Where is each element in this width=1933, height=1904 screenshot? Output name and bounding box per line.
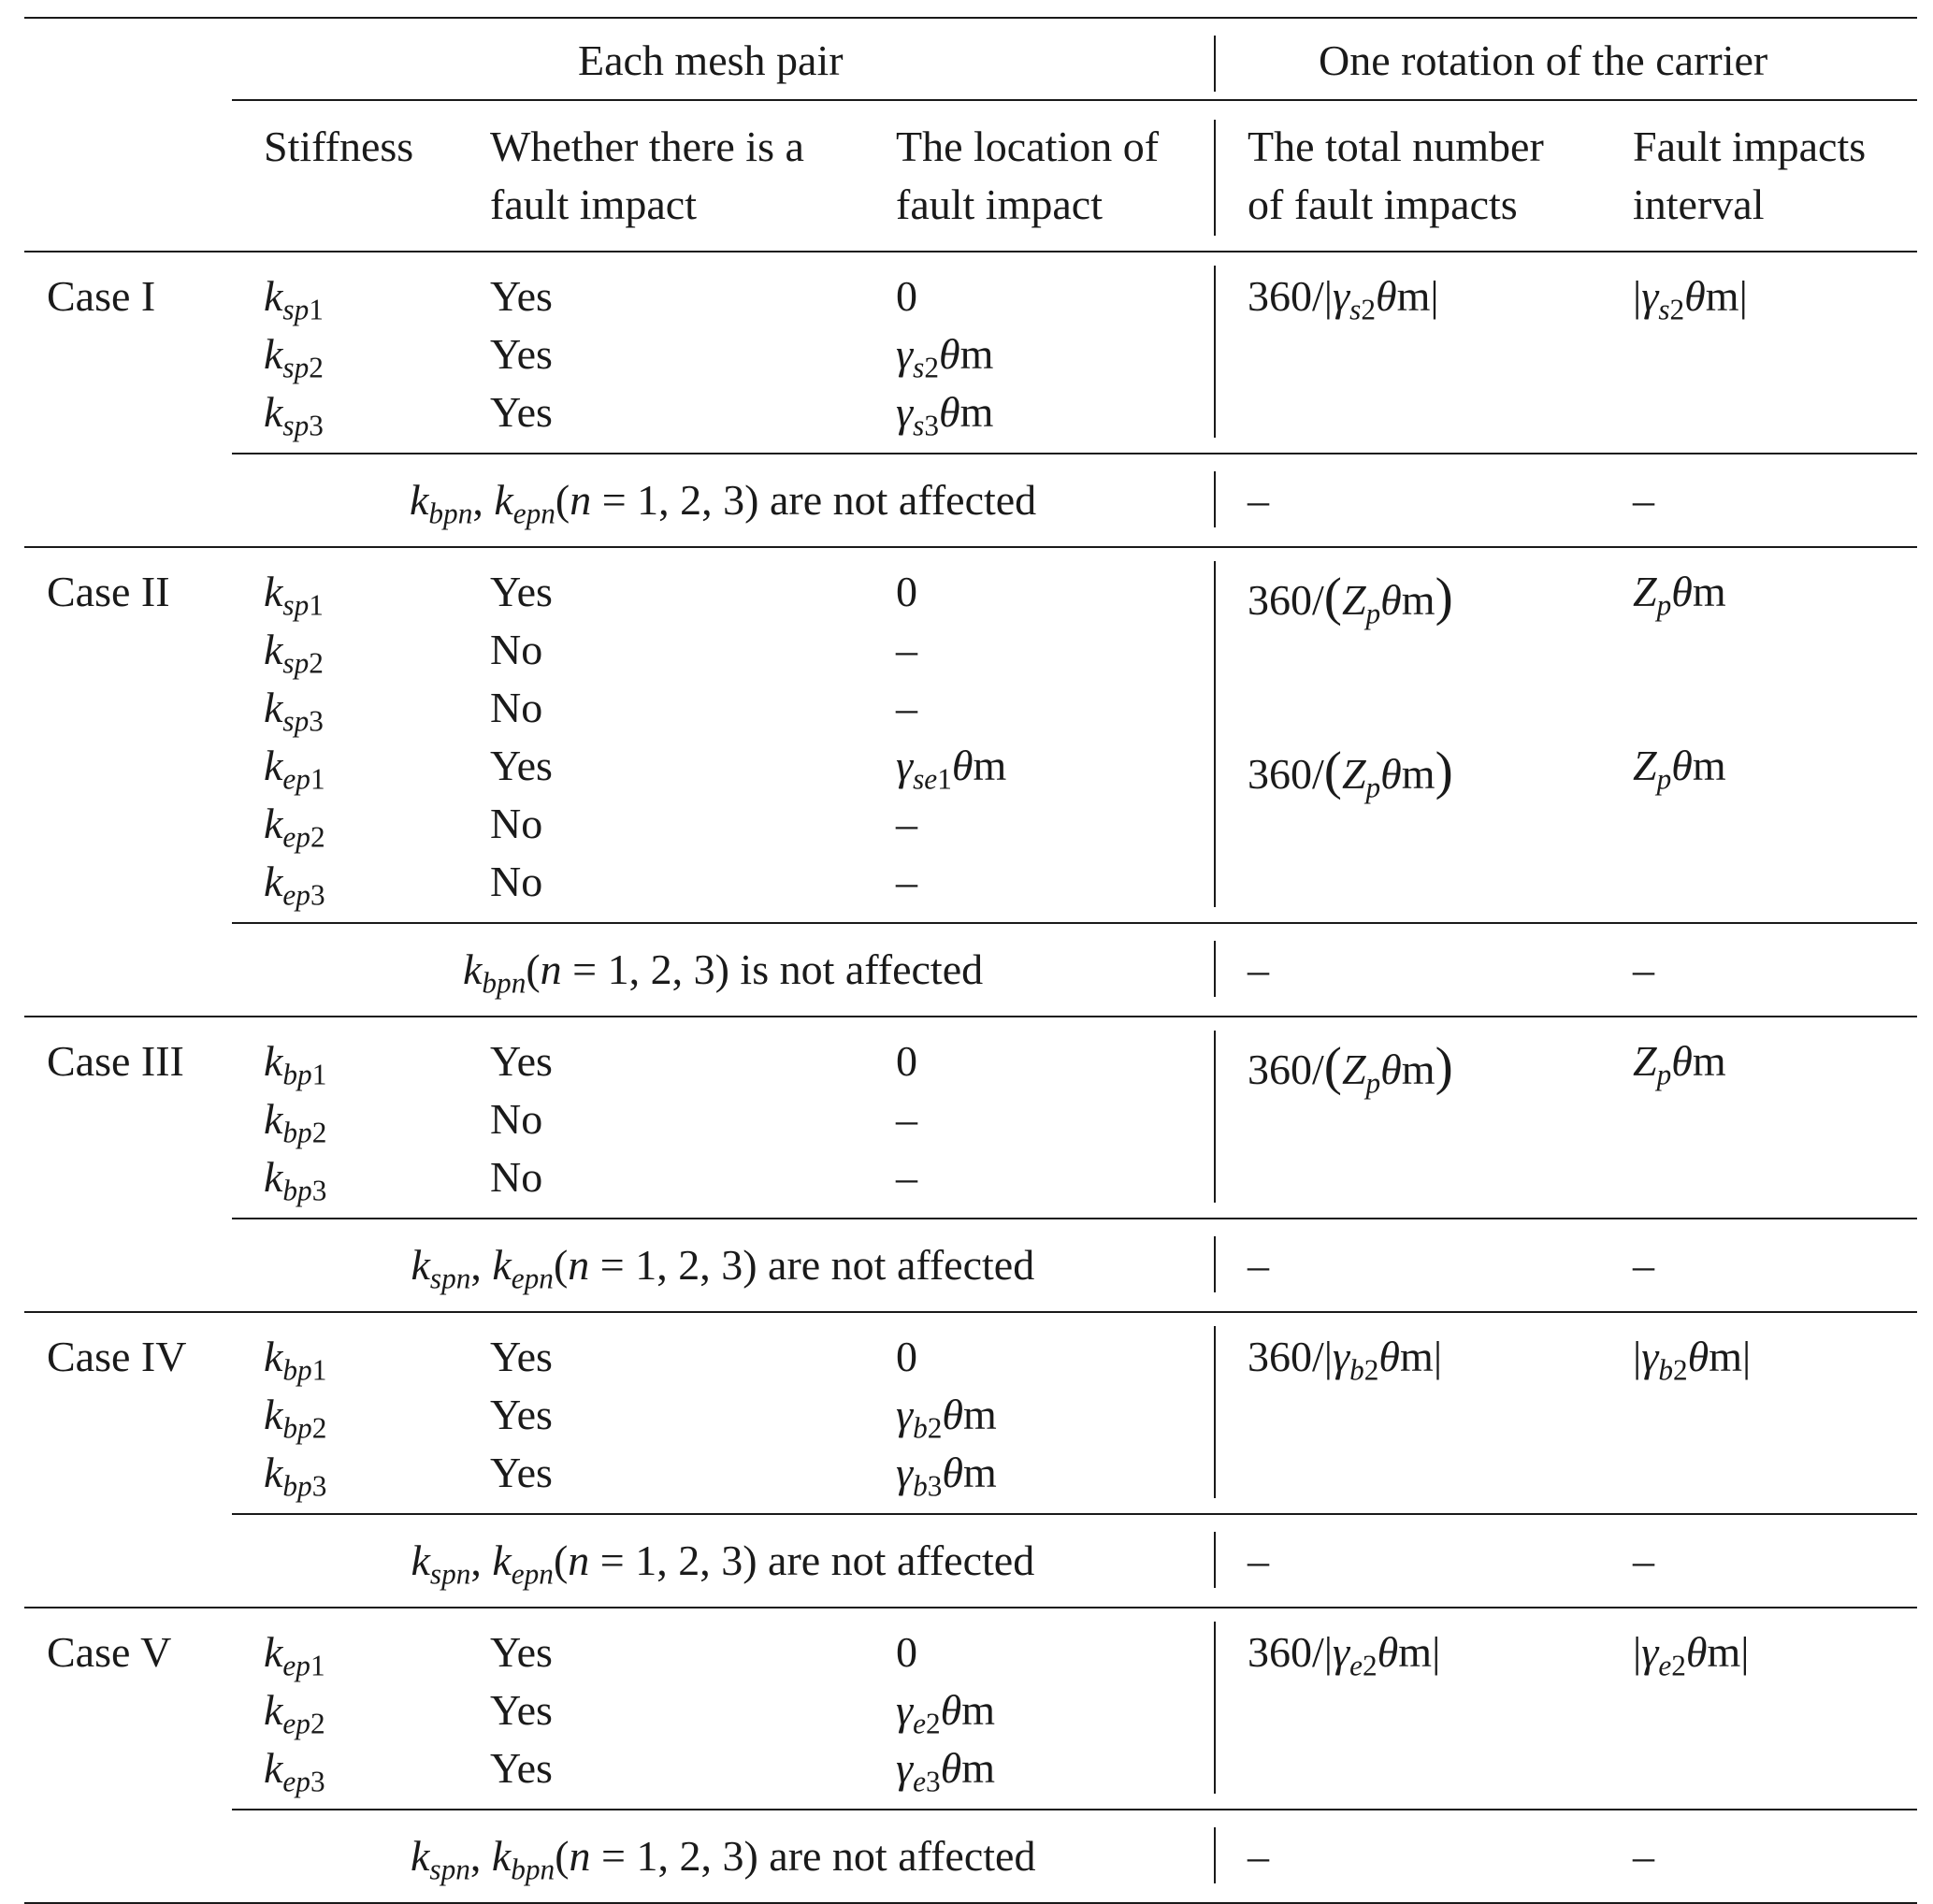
fault-impact-flag: No: [490, 626, 543, 673]
fault-impact-location: –: [896, 626, 917, 673]
fault-impacts-interval: $|\gamma_{s2}\theta m|$: [1633, 272, 1748, 326]
case-note-rule: [232, 1513, 1917, 1515]
note-total: –: [1248, 476, 1269, 524]
stiffness-symbol: $k_{ep3}$: [264, 1744, 325, 1798]
stiffness-symbol: $k_{bp2}$: [264, 1095, 327, 1149]
stiffness-symbol: $k_{sp3}$: [264, 684, 324, 738]
case-note-rule: [232, 922, 1917, 924]
fault-impacts-interval: $Z_p\theta m$: [1633, 1037, 1726, 1091]
fault-impact-location: $\gamma_{b3}\theta m$: [896, 1449, 997, 1503]
fault-impact-location: –: [896, 1153, 917, 1201]
col-header-stiffness: Stiffness: [264, 123, 414, 170]
case-note: $k_{bpn}$, $k_{epn}(n = 1$, 2, 3) are not affected: [410, 476, 1037, 530]
case-label: Case I: [47, 272, 156, 320]
fault-impact-flag: Yes: [490, 568, 553, 615]
fault-impact-location: 0: [896, 1037, 917, 1085]
fault-impact-flag: No: [490, 1095, 543, 1143]
fault-impact-flag: Yes: [490, 1686, 553, 1734]
fault-impact-location: $\gamma_{e3}\theta m$: [896, 1744, 996, 1798]
total-fault-impacts: $360/|\gamma_{b2}\theta m|$: [1248, 1333, 1443, 1387]
stiffness-symbol: $k_{ep3}$: [264, 858, 325, 912]
note-divider: [1214, 1236, 1216, 1292]
note-interval: –: [1633, 945, 1654, 993]
note-interval: –: [1633, 1832, 1654, 1880]
fault-impact-location: –: [896, 684, 917, 731]
top-rule: [24, 17, 1917, 19]
total-fault-impacts: $360/|\gamma_{s2}\theta m|$: [1248, 272, 1439, 326]
header-divider-top: [1214, 36, 1216, 92]
stiffness-symbol: $k_{bp3}$: [264, 1153, 327, 1207]
stiffness-symbol: $k_{ep1}$: [264, 1628, 325, 1682]
col-header-total-line1: The total number: [1248, 123, 1544, 170]
stiffness-symbol: $k_{bp1}$: [264, 1037, 327, 1091]
fault-impact-flag: Yes: [490, 1449, 553, 1496]
fault-impacts-interval: $Z_p\theta m$: [1633, 568, 1726, 622]
stiffness-symbol: $k_{sp1}$: [264, 568, 324, 622]
case-note: $k_{spn}$, $k_{epn}(n = 1$, 2, 3) are not affected: [411, 1241, 1035, 1295]
fault-impact-flag: No: [490, 858, 543, 905]
case-label: Case IV: [47, 1333, 187, 1380]
fault-impact-location: 0: [896, 1333, 917, 1380]
stiffness-symbol: $k_{sp2}$: [264, 330, 324, 384]
stiffness-symbol: $k_{sp2}$: [264, 626, 324, 680]
case-rule: [24, 546, 1917, 548]
stiffness-symbol: $k_{ep2}$: [264, 1686, 325, 1740]
stiffness-symbol: $k_{bp1}$: [264, 1333, 327, 1387]
col-header-location-line1: The location of: [896, 123, 1160, 170]
col-header-whether-line2: fault impact: [490, 180, 697, 228]
note-interval: –: [1633, 476, 1654, 524]
col-header-location-line2: fault impact: [896, 180, 1103, 228]
case-note-rule: [232, 1809, 1917, 1810]
fault-impact-flag: Yes: [490, 330, 553, 378]
note-divider: [1214, 1532, 1216, 1588]
fault-impact-flag: Yes: [490, 742, 553, 789]
case-note: $k_{bpn}(n = 1$, 2, 3) is not affected: [463, 945, 984, 1000]
fault-impact-location: –: [896, 1095, 917, 1143]
fault-impact-flag: Yes: [490, 388, 553, 436]
fault-impact-flag: Yes: [490, 1744, 553, 1792]
fault-impact-location: $\gamma_{b2}\theta m$: [896, 1391, 997, 1445]
fault-impact-flag: No: [490, 1153, 543, 1201]
stiffness-symbol: $k_{ep2}$: [264, 800, 325, 854]
header-group-rule: [232, 99, 1917, 101]
col-header-total-line2: of fault impacts: [1248, 180, 1518, 228]
stiffness-symbol: $k_{bp3}$: [264, 1449, 327, 1503]
stiffness-symbol: $k_{sp1}$: [264, 272, 324, 326]
fault-impact-location: 0: [896, 272, 917, 320]
case-rule: [24, 1016, 1917, 1017]
column-divider: [1214, 1622, 1216, 1794]
fault-impact-location: 0: [896, 1628, 917, 1676]
fault-impact-location: $\gamma_{se1}\theta m$: [896, 742, 1007, 796]
header-divider-bottom: [1214, 120, 1216, 236]
total-fault-impacts: $360/(Z_p\theta m)$: [1248, 742, 1453, 804]
note-total: –: [1248, 1536, 1269, 1584]
fault-impact-location: 0: [896, 568, 917, 615]
fault-impacts-interval: $|\gamma_{b2}\theta m|$: [1633, 1333, 1752, 1387]
note-total: –: [1248, 1241, 1269, 1289]
group-header-carrier-rotation: One rotation of the carrier: [1319, 36, 1768, 84]
fault-impact-flag: No: [490, 800, 543, 847]
note-divider: [1214, 471, 1216, 527]
column-divider: [1214, 266, 1216, 438]
fault-impact-flag: No: [490, 684, 543, 731]
column-divider: [1214, 561, 1216, 907]
total-fault-impacts: $360/(Z_p\theta m)$: [1248, 1037, 1453, 1100]
case-rule: [24, 1607, 1917, 1608]
fault-impact-flag: Yes: [490, 272, 553, 320]
fault-impact-flag: Yes: [490, 1391, 553, 1438]
col-header-interval-line2: interval: [1633, 180, 1765, 228]
case-label: Case II: [47, 568, 170, 615]
note-total: –: [1248, 945, 1269, 993]
fault-impact-flag: Yes: [490, 1037, 553, 1085]
case-rule: [24, 1311, 1917, 1313]
col-header-whether-line1: Whether there is a: [490, 123, 804, 170]
column-divider: [1214, 1326, 1216, 1498]
col-header-interval-line1: Fault impacts: [1633, 123, 1867, 170]
stiffness-symbol: $k_{ep1}$: [264, 742, 325, 796]
case-note-rule: [232, 1218, 1917, 1219]
fault-impact-location: $\gamma_{s2}\theta m$: [896, 330, 994, 384]
group-header-each-mesh-pair: Each mesh pair: [578, 36, 844, 84]
fault-impact-location: –: [896, 800, 917, 847]
note-interval: –: [1633, 1536, 1654, 1584]
fault-impacts-interval: $|\gamma_{e2}\theta m|$: [1633, 1628, 1750, 1682]
fault-impact-location: –: [896, 858, 917, 905]
case-label: Case III: [47, 1037, 184, 1085]
note-divider: [1214, 1827, 1216, 1883]
case-note: $k_{spn}$, $k_{bpn}(n = 1$, 2, 3) are not affected: [411, 1832, 1036, 1886]
stiffness-symbol: $k_{sp3}$: [264, 388, 324, 442]
fault-impact-flag: Yes: [490, 1628, 553, 1676]
fault-impact-location: $\gamma_{e2}\theta m$: [896, 1686, 996, 1740]
column-divider: [1214, 1031, 1216, 1203]
total-fault-impacts: $360/(Z_p\theta m)$: [1248, 568, 1453, 630]
header-bottom-rule: [24, 251, 1917, 252]
case-label: Case V: [47, 1628, 172, 1676]
total-fault-impacts: $360/|\gamma_{e2}\theta m|$: [1248, 1628, 1441, 1682]
note-interval: –: [1633, 1241, 1654, 1289]
note-divider: [1214, 941, 1216, 997]
fault-impact-flag: Yes: [490, 1333, 553, 1380]
case-note-rule: [232, 453, 1917, 454]
fault-impact-location: $\gamma_{s3}\theta m$: [896, 388, 994, 442]
note-total: –: [1248, 1832, 1269, 1880]
case-note: $k_{spn}$, $k_{epn}(n = 1$, 2, 3) are not affected: [411, 1536, 1035, 1591]
stiffness-symbol: $k_{bp2}$: [264, 1391, 327, 1445]
fault-impacts-interval: $Z_p\theta m$: [1633, 742, 1726, 796]
